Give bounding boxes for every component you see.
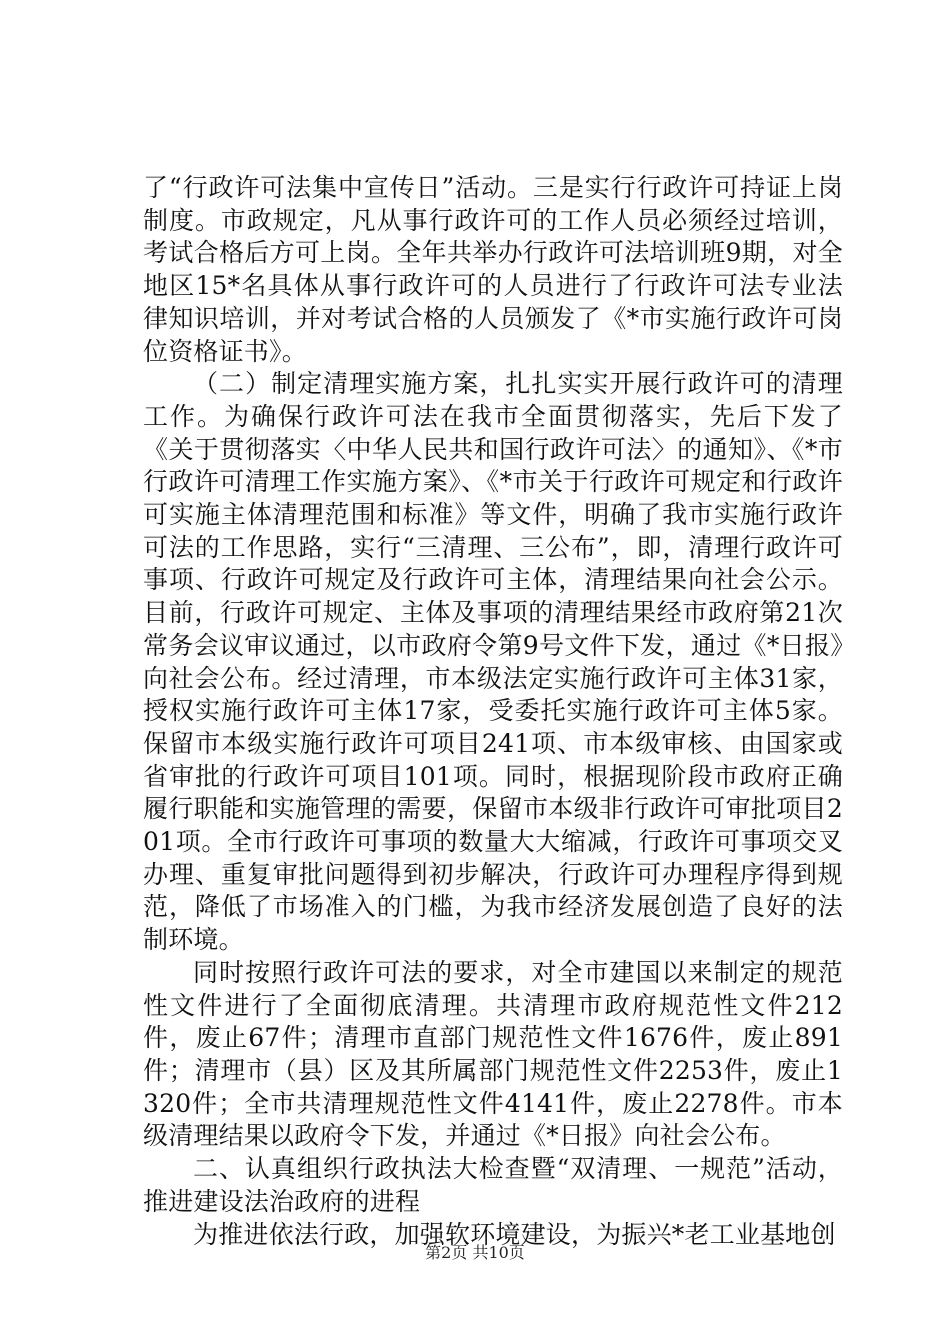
paragraph-rule-of-law: 为推进依法行政，加强软环境建设，为振兴*老工业基地创	[193, 1219, 836, 1249]
paragraph-training-continued: 了“行政许可法集中宣传日”活动。三是实行行政许可持证上岗制度。市政规定，凡从事行政许可的工作人员必须经过培训，考试合格后方可上岗。全年共举办行政许可法培训班9期，对全地区15*名具体从事行政许可的人员进行了行政许可法专业法律知识培训，并对考试合格的人员颁发了《*市实施行政许可岗位资格证书》。	[143, 173, 843, 366]
document-body	[143, 172, 843, 1251]
paragraph-normative-documents: 同时按照行政许可法的要求，对全市建国以来制定的规范性文件进行了全面彻底清理。共清理市政府规范性文件212件，废止67件；清理市直部门规范性文件1676件，废止891件；清理市（县）区及其所属部门规范性文件2253件，废止1320件；全市共清理规范性文件4141件，废止2278件。市本级清理结果以政府令下发，并通过《*日报》向社会公布。	[143, 957, 843, 1151]
paragraph-cleanup-plan: （二）制定清理实施方案，扎扎实实开展行政许可的清理工作。为确保行政许可法在我市全面贯彻落实，先后下发了《关于贯彻落实〈中华人民共和国行政许可法〉的通知》、《*市行政许可清理工作实施方案》、《*市关于行政许可规定和行政许可实施主体清理范围和标准》等文件，明确了我市实施行政许可法的工作思路，实行“三清理、三公布”，即，清理行政许可事项、行政许可规定及行政许可主体，清理结果向社会公示。目前，行政许可规定、主体及事项的清理结果经市政府第21次常务会议审议通过，以市政府令第9号文件下发，通过《*日报》向社会公布。经过清理，市本级法定实施行政许可主体31家，授权实施行政许可主体17家，受委托实施行政许可主体5家。保留市本级实施行政许可项目241项、市本级审核、由国家或省审批的行政许可项目101项。同时，根据现阶段市政府正确履行职能和实施管理的需要，保留市本级非行政许可审批项目201项。全市行政许可事项的数量大大缩减，行政许可事项交叉办理、重复审批问题得到初步解决，行政许可办理程序得到规范，降低了市场准入的门槛，为我市经济发展创造了良好的法制环境。	[143, 369, 843, 955]
section-heading-enforcement-inspection: 二、认真组织行政执法大检查暨“双清理、一规范”活动，推进建设法治政府的进程	[143, 1154, 843, 1216]
page-number-footer: 第2页 共10页	[425, 1243, 525, 1262]
